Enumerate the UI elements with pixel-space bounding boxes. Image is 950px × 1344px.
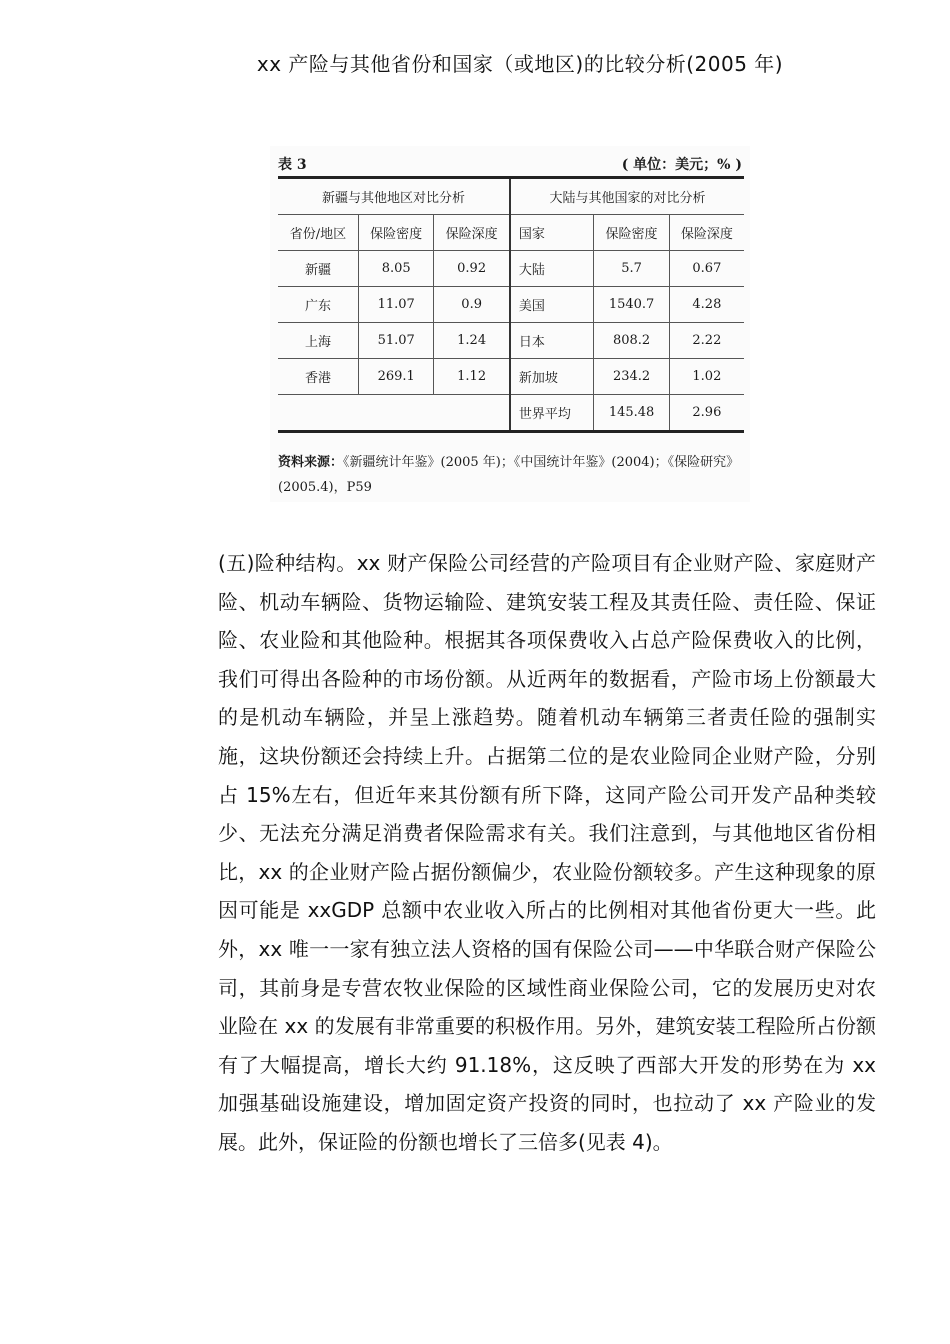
column-header: 国家 bbox=[510, 215, 594, 251]
table-cell: 1540.7 bbox=[594, 287, 669, 323]
table-row bbox=[278, 323, 744, 359]
table-cell: 0.9 bbox=[434, 287, 510, 323]
table-cell: 2.22 bbox=[669, 323, 744, 359]
table-cell: 1.02 bbox=[669, 359, 744, 395]
table-unit: ( 单位：美元；% ) bbox=[621, 157, 742, 173]
table-cell: 4.28 bbox=[669, 287, 744, 323]
table-cell: 11.07 bbox=[359, 287, 434, 323]
comparison-table bbox=[278, 176, 744, 433]
left-group-header: 新疆与其他地区对比分析 bbox=[278, 178, 510, 215]
table-cell: 145.48 bbox=[594, 395, 669, 432]
table-cell: 51.07 bbox=[359, 323, 434, 359]
column-header: 省份/地区 bbox=[278, 215, 359, 251]
column-header: 保险深度 bbox=[434, 215, 510, 251]
table-cell: 世界平均 bbox=[510, 395, 594, 432]
table-source bbox=[278, 450, 742, 500]
table-group-row bbox=[278, 178, 744, 215]
document-title: xx 产险与其他省份和国家（或地区)的比较分析(2005 年) bbox=[256, 52, 784, 76]
source-text: 《新疆统计年鉴》(2005 年)；《中国统计年鉴》(2004)；《保险研究》(2005.4)，P59 bbox=[278, 455, 740, 495]
column-header: 保险深度 bbox=[669, 215, 744, 251]
body-paragraph: (五)险种结构。xx 财产保险公司经营的产险项目有企业财产险、家庭财产险、机动车辆险、货物运输险、建筑安装工程及其责任险、责任险、保证险、农业险和其他险种。根据其各项保费收入占总产险保费收入的比例，我们可得出各险种的市场份额。从近两年的数据看，产险市场上份额最大的是机动车辆险，并呈上涨趋势。随着机动车辆第三者责任险的强制实施，这块份额还会持续上升。占据第二位的是农业险同企业财产险，分别占 15%左右，但近年来其份额有所下降，这同产险公司开发产品种类较少、无法充分满足消费者保险需求有关。我们注意到，与其他地区省份相比，xx 的企业财产险占据份额偏少，农业险份额较多。产生这种现象的原因可能是 xxGDP 总额中农业收入所占的比例相对其他省份更大一些。此外，xx 唯一一家有独立法人资格的国有保险公司——中华联合财产保险公司，其前身是专营农牧业保险的区域性商业保险公司，它的发展历史对农业险在 xx 的发展有非常重要的积极作用。另外，建筑安装工程险所占份额有了大幅提高，增长大约 91.18%，这反映了西部大开发的形势在为 xx 加强基础设施建设，增加固定资产投资的同时，也拉动了 xx 产险业的发展。此外，保证险的份额也增长了三倍多(见表 4)。 bbox=[218, 551, 876, 1154]
table-cell: 新疆 bbox=[278, 251, 359, 287]
table-cell: 0.67 bbox=[669, 251, 744, 287]
table-cell: 广东 bbox=[278, 287, 359, 323]
table-cell: 234.2 bbox=[594, 359, 669, 395]
table-cell: 8.05 bbox=[359, 251, 434, 287]
table-cell: 269.1 bbox=[359, 359, 434, 395]
table-cell: 2.96 bbox=[692, 405, 722, 420]
table-row bbox=[278, 395, 744, 432]
right-group-header: 大陆与其他国家的对比分析 bbox=[510, 178, 744, 215]
table-cell: 1.12 bbox=[434, 359, 510, 395]
table-label: 表 3 bbox=[278, 157, 307, 173]
table-cell: 1.24 bbox=[434, 323, 510, 359]
table-cell: 香港 bbox=[278, 359, 359, 395]
column-header: 保险密度 bbox=[359, 215, 434, 251]
table-cell: 808.2 bbox=[594, 323, 669, 359]
table-cell: 美国 bbox=[510, 287, 594, 323]
table-cell: 新加坡 bbox=[510, 359, 594, 395]
empty-cell bbox=[278, 395, 510, 432]
table-cell: 大陆 bbox=[510, 251, 594, 287]
table-row bbox=[278, 251, 744, 287]
table-row bbox=[278, 287, 744, 323]
column-header-row bbox=[278, 215, 744, 251]
table-row bbox=[278, 359, 744, 395]
table-cell: 上海 bbox=[278, 323, 359, 359]
column-header: 保险密度 bbox=[594, 215, 669, 251]
source-label: 资料来源： bbox=[278, 455, 344, 470]
table-cell: 0.92 bbox=[434, 251, 510, 287]
table-cell: 日本 bbox=[510, 323, 594, 359]
table-cell: 5.7 bbox=[594, 251, 669, 287]
table-header bbox=[278, 154, 742, 176]
body-text bbox=[146, 544, 876, 1162]
table-figure bbox=[270, 146, 750, 502]
